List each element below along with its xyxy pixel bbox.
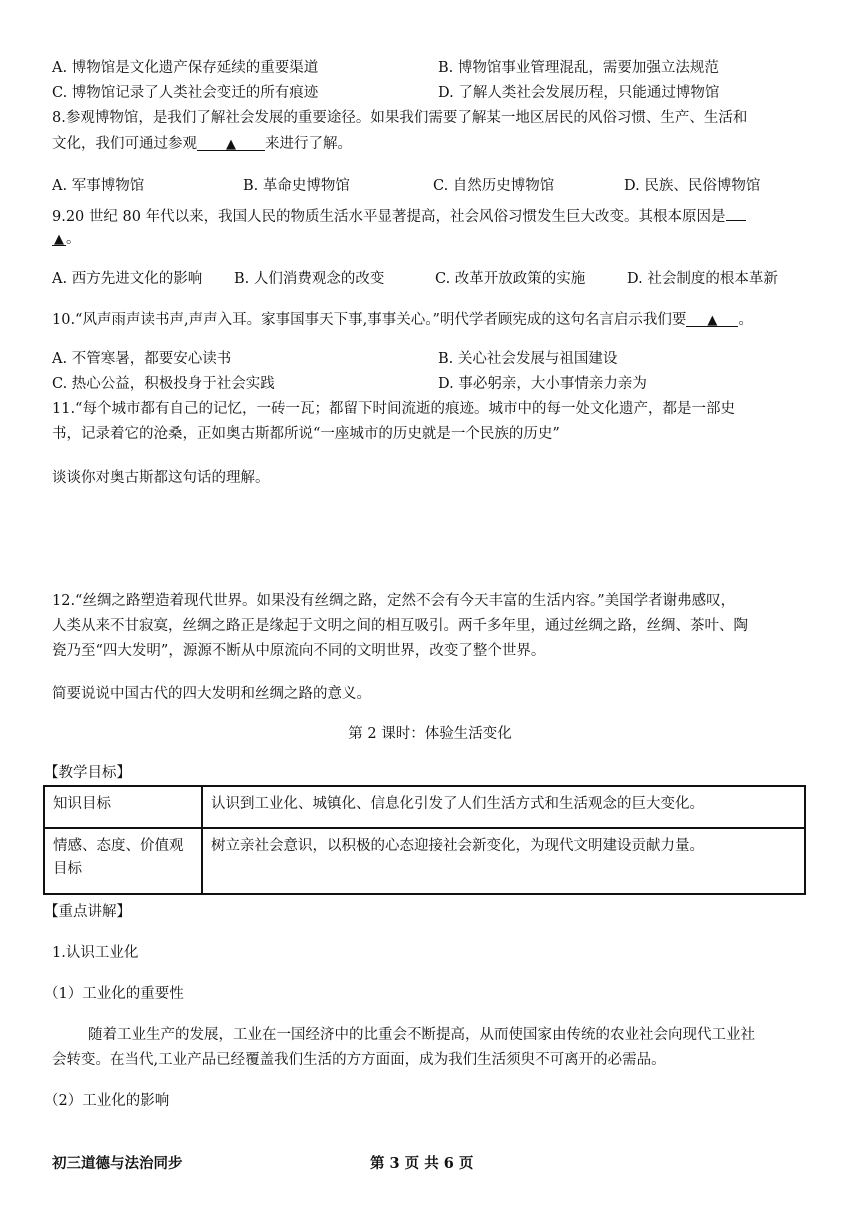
goal-content: 树立亲社会意识，以积极的心态迎接社会新变化，为现代文明建设贡献力量。 — [202, 828, 805, 894]
q8-stem-prefix: 文化，我们可通过参观 — [52, 136, 197, 152]
lesson-title: 第 2 课时：体验生活变化 — [348, 726, 512, 742]
q10-stem-text: 10.“风声雨声读书声,声声入耳。家事国事天下事,事事关心。”明代学者顾宪成的这句名言启示我们要 — [52, 312, 687, 328]
q10-option-c: C. 热心公益，积极投身于社会实践 — [52, 376, 275, 392]
q12-stem-line3: 瓷乃至“四大发明”，源源不断从中原流向不同的文明世界，改变了整个世界。 — [52, 643, 546, 659]
q8-stem-line1: 8.参观博物馆，是我们了解社会发展的重要途径。如果我们需要了解某一地区居民的风俗习惯、生产、生活和 — [52, 110, 748, 126]
q9-stem-line2 — [52, 229, 808, 249]
q12-prompt: 简要说说中国古代的四大发明和丝绸之路的意义。 — [52, 686, 371, 702]
q10-option-d: D. 事必躬亲，大小事情亲力亲为 — [438, 376, 647, 392]
paragraph-line: 随着工业生产的发展，工业在一国经济中的比重会不断提高，从而使国家由传统的农业社会向现代工业社 — [88, 1027, 755, 1043]
answer-blank — [197, 134, 265, 151]
subsection-heading: （1）工业化的重要性 — [44, 986, 184, 1002]
goal-label-line1: 情感、态度、价值观 — [53, 838, 184, 854]
triangle-marker-icon: ▲ — [707, 313, 718, 328]
q10-option-a: A. 不管寒暑，都要安心读书 — [52, 351, 232, 367]
paragraph-line: 会转变。在当代,工业产品已经覆盖我们生活的方方面面，成为我们生活须臾不可离开的必需品。 — [52, 1052, 666, 1068]
q9-option-c: C. 改革开放政策的实施 — [435, 271, 586, 287]
q9-stem-suffix: 。 — [66, 231, 81, 247]
q8-option-c: C. 自然历史博物馆 — [433, 178, 555, 194]
q7-option-a: A. 博物馆是文化遗产保存延续的重要渠道 — [52, 60, 319, 76]
subsection-heading: （2）工业化的影响 — [44, 1093, 170, 1109]
focus-heading: 【重点讲解】 — [44, 904, 131, 920]
q11-prompt: 谈谈你对奥古斯都这句话的理解。 — [52, 470, 270, 486]
goal-label-line2: 目标 — [53, 861, 82, 877]
q10-option-b: B. 关心社会发展与祖国建设 — [438, 351, 618, 367]
footer-title: 初三道德与法治同步 — [52, 1155, 183, 1172]
answer-blank — [52, 229, 66, 246]
q12-stem-line1: 12.“丝绸之路塑造着现代世界。如果没有丝绸之路，定然不会有今天丰富的生活内容。”美国学者谢弗感叹， — [52, 593, 736, 609]
q11-stem-line2: 书，记录着它的沧桑，正如奥古斯都所说“一座城市的历史就是一个民族的历史” — [52, 426, 560, 442]
goal-content: 认识到工业化、城镇化、信息化引发了人们生活方式和生活观念的巨大变化。 — [202, 786, 805, 828]
q9-option-a: A. 西方先进文化的影响 — [52, 271, 203, 287]
q9-stem-text: 9.20 世纪 80 年代以来，我国人民的物质生活水平显著提高，社会风俗习惯发生巨大改变。其根本原因是 — [52, 209, 726, 225]
q12-stem-line2: 人类从来不甘寂寞，丝绸之路正是缘起于文明之间的相互吸引。两千多年里，通过丝绸之路，丝绸、茶叶、陶 — [52, 618, 748, 634]
triangle-marker-icon: ▲ — [226, 137, 236, 152]
triangle-marker-icon: ▲ — [54, 232, 64, 247]
q7-option-b: B. 博物馆事业管理混乱，需要加强立法规范 — [438, 60, 719, 76]
table-row — [44, 786, 805, 828]
q11-stem-line1: 11.“每个城市都有自己的记忆，一砖一瓦；都留下时间流逝的痕迹。城市中的每一处文化遗产，都是一部史 — [52, 401, 735, 417]
q7-option-c: C. 博物馆记录了人类社会变迁的所有痕迹 — [52, 85, 319, 101]
goals-heading: 【教学目标】 — [44, 765, 131, 781]
q8-option-a: A. 军事博物馆 — [52, 178, 145, 194]
goal-label: 知识目标 — [44, 786, 202, 828]
page-number: 第 3 页 共 6 页 — [370, 1155, 474, 1172]
q8-stem-line2 — [52, 134, 808, 154]
answer-blank — [686, 310, 738, 327]
q9-stem-line1 — [52, 204, 808, 227]
q8-option-b: B. 革命史博物馆 — [243, 178, 350, 194]
q8-stem-suffix: 来进行了解。 — [265, 136, 352, 152]
q9-option-b: B. 人们消费观念的改变 — [234, 271, 385, 287]
section-heading: 1.认识工业化 — [52, 945, 139, 961]
q8-option-d: D. 民族、民俗博物馆 — [624, 178, 761, 194]
goals-table — [43, 785, 806, 895]
q10-stem — [52, 310, 820, 330]
q10-stem-suffix: 。 — [738, 312, 753, 328]
q9-option-d: D. 社会制度的根本革新 — [627, 271, 778, 287]
table-row — [44, 828, 805, 894]
answer-blank — [726, 204, 746, 221]
q7-option-d: D. 了解人类社会发展历程，只能通过博物馆 — [438, 85, 720, 101]
goal-label — [44, 828, 202, 894]
